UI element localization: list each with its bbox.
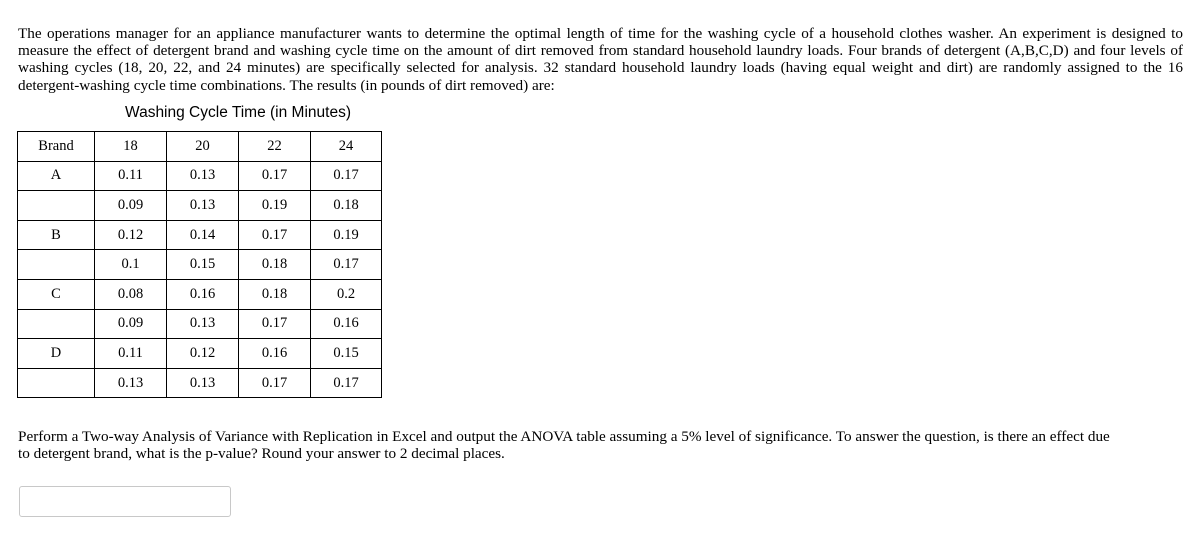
brand-cell [18,309,95,339]
value-cell: 0.17 [311,368,382,398]
table-row [18,339,382,369]
value-cell: 0.13 [167,161,239,191]
value-cell: 0.18 [239,279,311,309]
value-cell: 0.11 [95,339,167,369]
brand-cell: D [18,339,95,369]
table-header-row [18,132,382,162]
brand-cell [18,191,95,221]
value-cell: 0.13 [167,191,239,221]
time-header-18: 18 [95,132,167,162]
value-cell: 0.14 [167,220,239,250]
brand-cell [18,368,95,398]
table-row [18,368,382,398]
table-row [18,191,382,221]
value-cell: 0.17 [311,161,382,191]
value-cell: 0.17 [239,368,311,398]
value-cell: 0.12 [95,220,167,250]
value-cell: 0.08 [95,279,167,309]
value-cell: 0.12 [167,339,239,369]
data-table [17,131,382,398]
value-cell: 0.09 [95,191,167,221]
value-cell: 0.09 [95,309,167,339]
value-cell: 0.17 [239,161,311,191]
table-row [18,279,382,309]
value-cell: 0.16 [311,309,382,339]
value-cell: 0.18 [311,191,382,221]
answer-input[interactable] [19,486,231,517]
table-row [18,161,382,191]
brand-cell: A [18,161,95,191]
value-cell: 0.1 [95,250,167,280]
value-cell: 0.19 [239,191,311,221]
value-cell: 0.15 [311,339,382,369]
brand-cell [18,250,95,280]
value-cell: 0.13 [167,368,239,398]
time-header-20: 20 [167,132,239,162]
table-row [18,220,382,250]
time-header-24: 24 [311,132,382,162]
value-cell: 0.16 [239,339,311,369]
value-cell: 0.15 [167,250,239,280]
time-header-22: 22 [239,132,311,162]
value-cell: 0.16 [167,279,239,309]
value-cell: 0.18 [239,250,311,280]
brand-header: Brand [18,132,95,162]
table-row [18,309,382,339]
brand-cell: C [18,279,95,309]
value-cell: 0.13 [95,368,167,398]
brand-cell: B [18,220,95,250]
value-cell: 0.13 [167,309,239,339]
value-cell: 0.19 [311,220,382,250]
value-cell: 0.17 [239,220,311,250]
question-text: Perform a Two-way Analysis of Variance with Replication in Excel and output the ANOVA table assuming a 5% level of significance. To answer the question, is there an effect due to detergent brand, what is the p-value? Round your answer to 2 decimal places. [18,428,1110,463]
table-row [18,250,382,280]
value-cell: 0.11 [95,161,167,191]
value-cell: 0.17 [311,250,382,280]
table-caption: Washing Cycle Time (in Minutes) [125,104,351,121]
value-cell: 0.17 [239,309,311,339]
problem-intro: The operations manager for an appliance manufacturer wants to determine the optimal length of time for the washing cycle of a household clothes washer. An experiment is designed to measure the effect of detergent brand and washing cycle time on the amount of dirt removed from standard household laundry loads. Four brands of detergent (A,B,C,D) and four levels of washing cycles (18, 20, 22, and 24 minutes) are specifically selected for analysis. 32 standard household laundry loads (having equal weight and dirt) are randomly assigned to the 16 detergent-washing cycle time combinations. The results (in pounds of dirt removed) are: [18,25,1183,94]
value-cell: 0.2 [311,279,382,309]
